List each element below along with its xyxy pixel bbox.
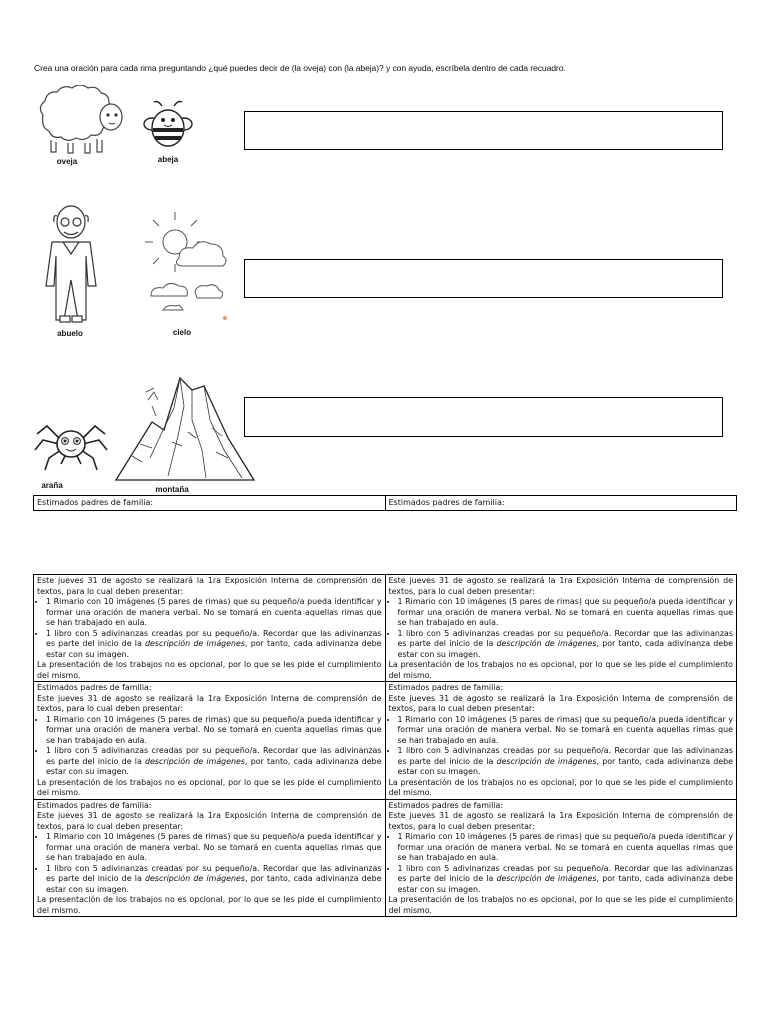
note-cell (34, 682, 386, 800)
note-item-1: • 1 Rimario con 10 imágenes (5 pares de rimas) que su pequeño/a pueda identificar y formar una oración de manera verbal. No se tomará en cuenta aquellas rimas que se han trabajado en aula. (398, 832, 734, 864)
note-item-1: • 1 Rimario con 10 imágenes (5 pares de rimas) que su pequeño/a pueda identificar y formar una oración de manera verbal. No se tomará en cuenta aquellas rimas que se han trabajado en aula. (398, 715, 734, 747)
answer-box-2[interactable] (244, 259, 723, 298)
note-cell (34, 799, 386, 917)
pair-3-left-label: araña (41, 481, 63, 490)
note-closing: La presentación de los trabajos no es opcional, por lo que se les pide el cumplimiento del mismo. (388, 777, 733, 797)
note-intro: Este jueves 31 de agosto se realizará la 1ra Exposición Interna de comprensión de textos, para lo cual deben presentar: (37, 576, 382, 596)
bee-icon (140, 98, 196, 150)
note-item-2: • 1 libro con 5 adivinanzas creadas por su pequeño/a. Recordar que las adivinanzas es parte del inicio de la descripción de imágenes, por tanto, cada adivinanza debe estar con su imagen. (398, 629, 734, 661)
notes-table (33, 574, 737, 917)
greeting-strip (33, 495, 737, 511)
note-item-2: • 1 libro con 5 adivinanzas creadas por su pequeño/a. Recordar que las adivinanzas es parte del inicio de la descripción de imágenes, por tanto, cada adivinanza debe estar con su imagen. (46, 629, 382, 661)
mountain-icon (112, 372, 258, 484)
table-row (34, 682, 737, 800)
note-cell (385, 575, 737, 682)
pair-2-right-label: cielo (172, 328, 192, 337)
sky-icon (143, 206, 231, 324)
note-closing: La presentación de los trabajos no es opcional, por lo que se les pide el cumplimiento del mismo. (37, 777, 382, 797)
note-intro: Este jueves 31 de agosto se realizará la 1ra Exposición Interna de comprensión de textos, para lo cual deben presentar: (37, 811, 382, 831)
note-intro: Este jueves 31 de agosto se realizará la 1ra Exposición Interna de comprensión de textos, para lo cual deben presentar: (37, 693, 382, 713)
note-closing: La presentación de los trabajos no es opcional, por lo que se les pide el cumplimiento del mismo. (388, 660, 733, 680)
note-closing: La presentación de los trabajos no es opcional, por lo que se les pide el cumplimiento del mismo. (37, 895, 382, 915)
note-closing: La presentación de los trabajos no es opcional, por lo que se les pide el cumplimiento del mismo. (37, 660, 382, 680)
note-item-1: • 1 Rimario con 10 imágenes (5 pares de rimas) que su pequeño/a pueda identificar y formar una oración de manera verbal. No se tomará en cuenta aquellas rimas que se han trabajado en aula. (46, 832, 382, 864)
note-item-1: • 1 Rimario con 10 imágenes (5 pares de rimas) que su pequeño/a pueda identificar y formar una oración de manera verbal. No se tomará en cuenta aquellas rimas que se han trabajado en aula. (398, 597, 734, 629)
note-greeting: Estimados padres de familia: (37, 800, 152, 810)
note-greeting: Estimados padres de familia: (388, 800, 503, 810)
spider-icon (33, 412, 109, 472)
strip-right: Estimados padres de familia: (385, 496, 737, 510)
instructions: Crea una oración para cada rima preguntando ¿qué puedes decir de (la oveja) con (la abeja)? y con ayuda, escríbela dentro de cada recuadro. (34, 63, 566, 73)
note-item-2: • 1 libro con 5 adivinanzas creadas por su pequeño/a. Recordar que las adivinanzas es parte del inicio de la descripción de imágenes, por tanto, cada adivinanza debe estar con su imagen. (46, 864, 382, 896)
note-item-1: • 1 Rimario con 10 imágenes (5 pares de rimas) que su pequeño/a pueda identificar y formar una oración de manera verbal. No se tomará en cuenta aquellas rimas que se han trabajado en aula. (46, 715, 382, 747)
grandfather-icon (38, 200, 104, 328)
note-item-1: • 1 Rimario con 10 imágenes (5 pares de rimas) que su pequeño/a pueda identificar y formar una oración de manera verbal. No se tomará en cuenta aquellas rimas que se han trabajado en aula. (46, 597, 382, 629)
pair-2-left-label: abuelo (57, 329, 83, 338)
sheep-icon (33, 85, 128, 157)
note-cell (385, 799, 737, 917)
note-intro: Este jueves 31 de agosto se realizará la 1ra Exposición Interna de comprensión de textos, para lo cual deben presentar: (388, 576, 733, 596)
pair-1-right-label: abeja (157, 155, 179, 164)
note-cell (34, 575, 386, 682)
note-item-2: • 1 libro con 5 adivinanzas creadas por su pequeño/a. Recordar que las adivinanzas es parte del inicio de la descripción de imágenes, por tanto, cada adivinanza debe estar con su imagen. (46, 746, 382, 778)
strip-left: Estimados padres de familia: (37, 498, 154, 507)
table-row (34, 575, 737, 682)
note-intro: Este jueves 31 de agosto se realizará la 1ra Exposición Interna de comprensión de textos, para lo cual deben presentar: (388, 693, 733, 713)
note-item-2: • 1 libro con 5 adivinanzas creadas por su pequeño/a. Recordar que las adivinanzas es parte del inicio de la descripción de imágenes, por tanto, cada adivinanza debe estar con su imagen. (398, 746, 734, 778)
note-cell (385, 682, 737, 800)
note-item-2: • 1 libro con 5 adivinanzas creadas por su pequeño/a. Recordar que las adivinanzas es parte del inicio de la descripción de imágenes, por tanto, cada adivinanza debe estar con su imagen. (398, 864, 734, 896)
answer-box-3[interactable] (244, 397, 723, 437)
note-closing: La presentación de los trabajos no es opcional, por lo que se les pide el cumplimiento del mismo. (388, 895, 733, 915)
table-row (34, 799, 737, 917)
note-intro: Este jueves 31 de agosto se realizará la 1ra Exposición Interna de comprensión de textos, para lo cual deben presentar: (388, 811, 733, 831)
pair-1-left-label: oveja (56, 157, 78, 166)
note-greeting: Estimados padres de familia: (388, 683, 503, 692)
pair-3-right-label: montaña (155, 485, 189, 494)
answer-box-1[interactable] (244, 111, 723, 150)
note-greeting: Estimados padres de familia: (37, 683, 152, 692)
